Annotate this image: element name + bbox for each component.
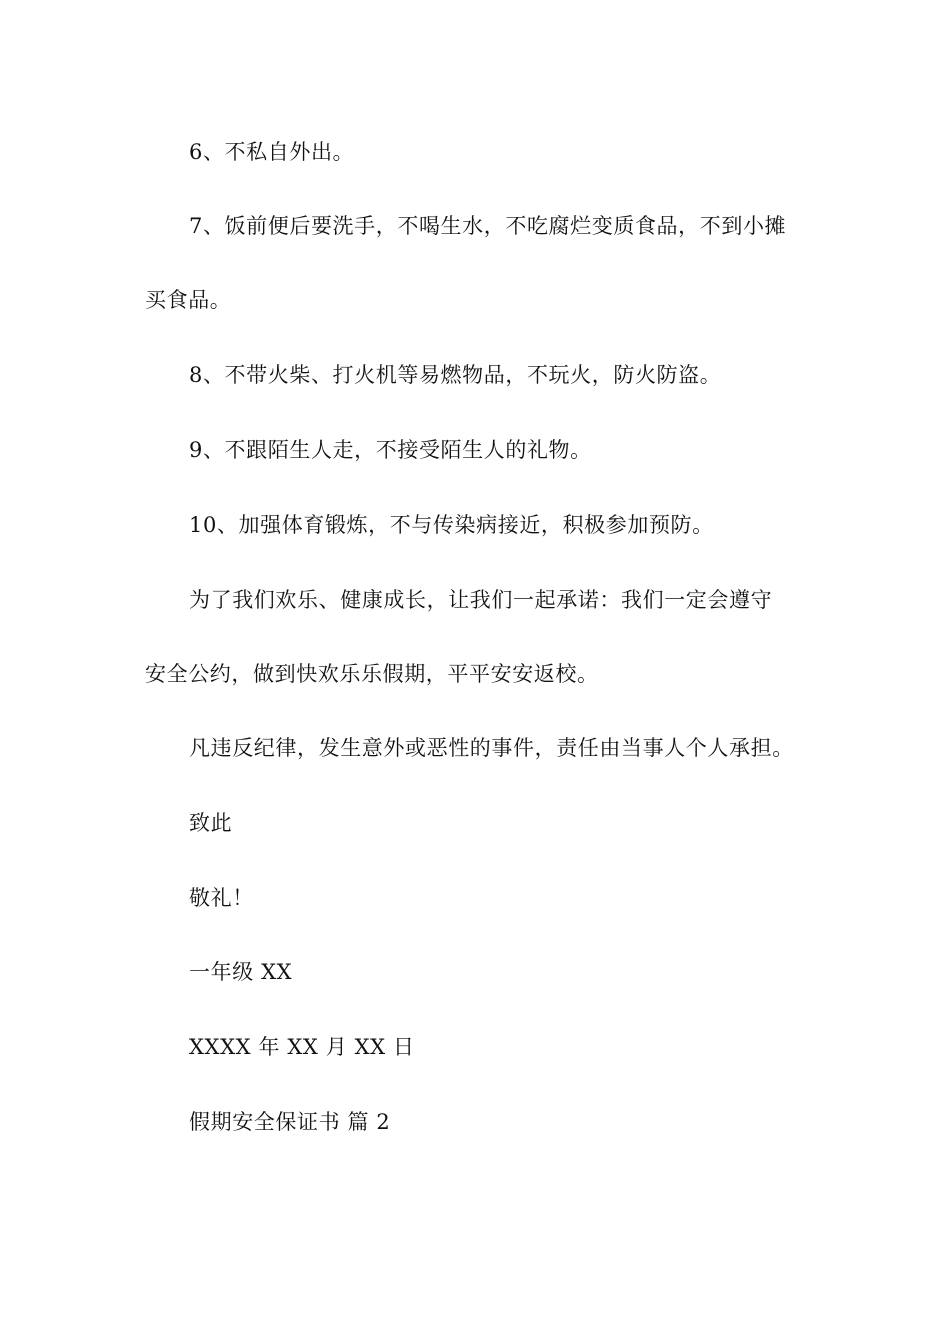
rule-item-9: 9、不跟陌生人走，不接受陌生人的礼物。	[189, 438, 592, 462]
rule-item-7: 7、饭前便后要洗手，不喝生水，不吃腐烂变质食品，不到小摊	[189, 214, 787, 238]
signature-date: XXXX 年 XX 月 XX 日	[189, 1035, 415, 1059]
responsibility-paragraph: 凡违反纪律，发生意外或恶性的事件，责任由当事人个人承担。	[189, 736, 794, 760]
rule-item-8: 8、不带火柴、打火机等易燃物品，不玩火，防火防盗。	[189, 363, 722, 387]
rule-item-10: 10、加强体育锻炼，不与传染病接近，积极参加预防。	[189, 513, 714, 537]
rule-item-6: 6、不私自外出。	[189, 140, 355, 164]
rule-item-7-continued: 买食品。	[145, 288, 232, 312]
closing-regards: 敬礼！	[189, 886, 254, 910]
closing-salutation: 致此	[189, 811, 233, 835]
signature-class: 一年级 XX	[189, 960, 293, 984]
pledge-paragraph: 为了我们欢乐、健康成长，让我们一起承诺：我们一定会遵守	[189, 588, 773, 612]
pledge-paragraph-continued: 安全公约，做到快欢乐乐假期，平平安安返校。	[145, 662, 599, 686]
section-title: 假期安全保证书 篇 2	[189, 1110, 391, 1134]
